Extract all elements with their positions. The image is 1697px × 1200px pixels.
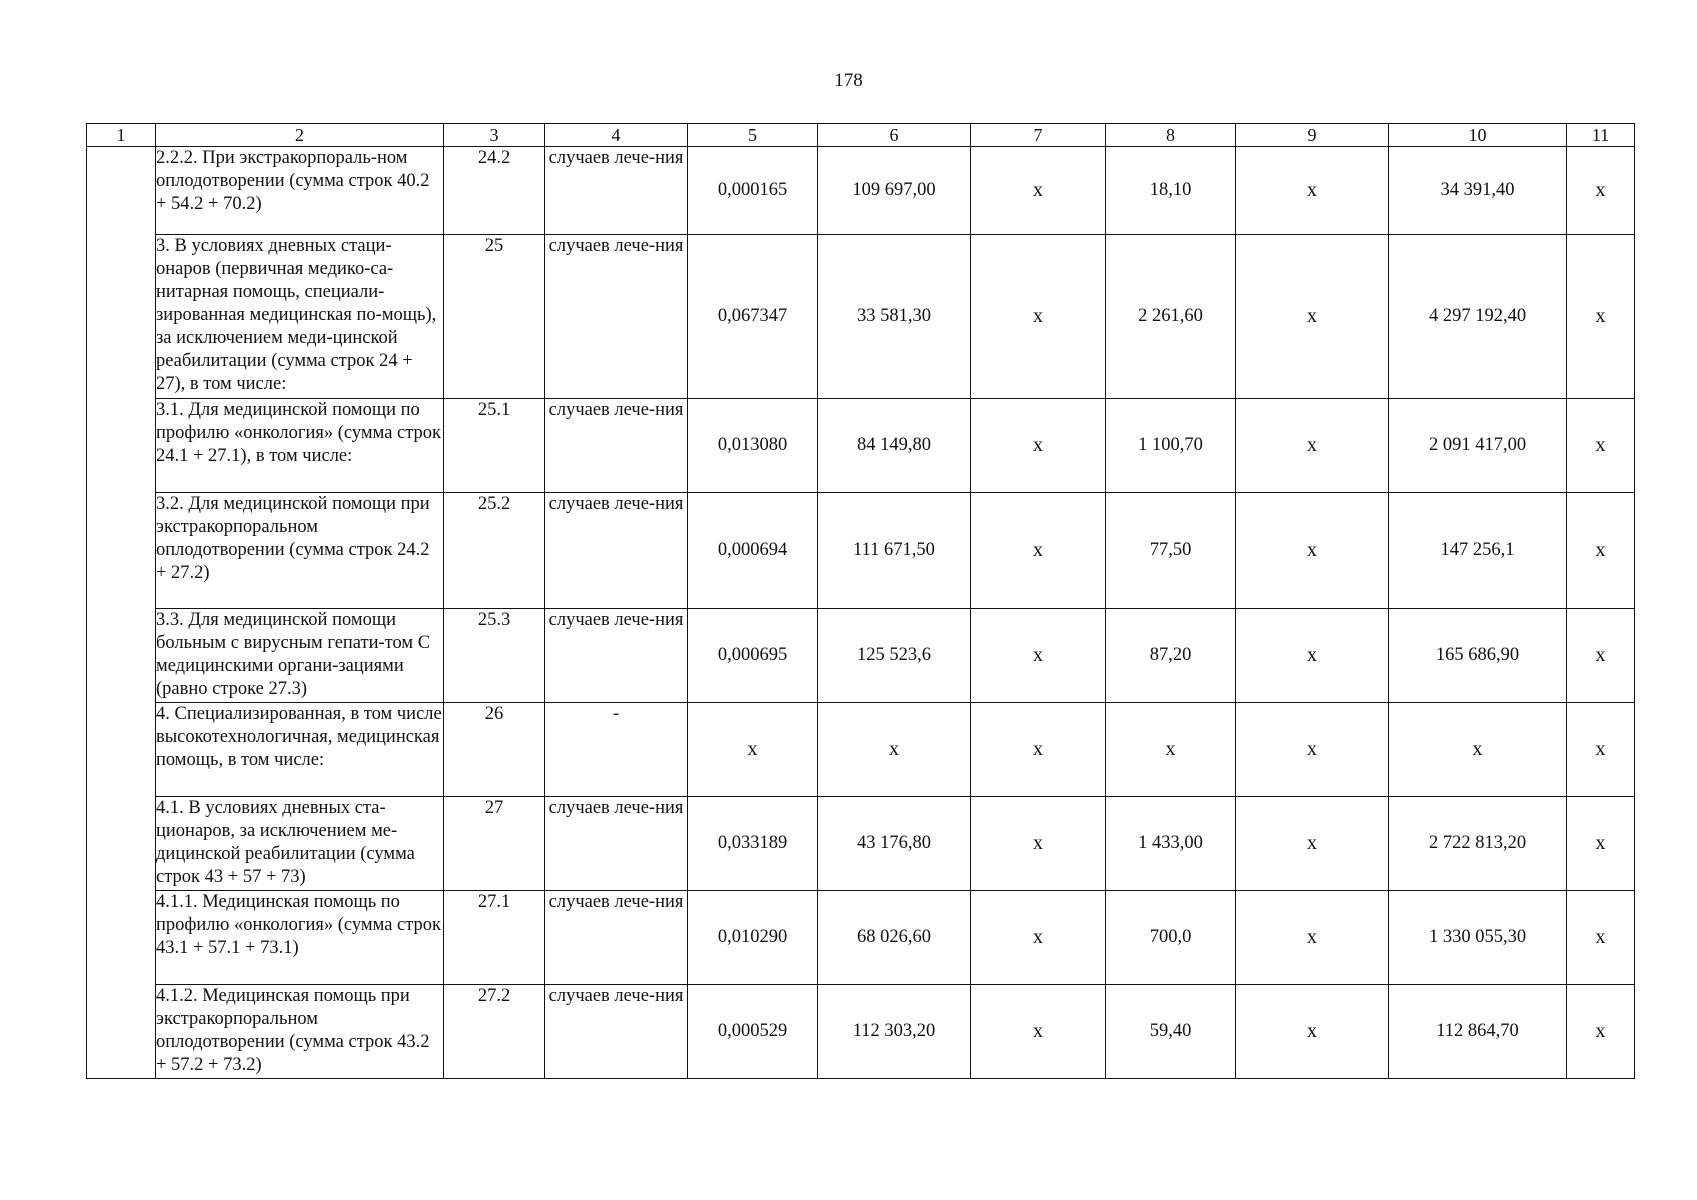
x-mark-cell: x xyxy=(1236,985,1389,1079)
row-code-cell: 27.1 xyxy=(444,891,545,985)
column-header: 10 xyxy=(1389,124,1567,147)
column-header: 4 xyxy=(545,124,688,147)
value-cell-6: 33 581,30 xyxy=(818,235,971,399)
column-header: 6 xyxy=(818,124,971,147)
unit-cell: случаев лече-ния xyxy=(545,797,688,891)
value-cell-10: 112 864,70 xyxy=(1389,985,1567,1079)
unit-cell: случаев лече-ния xyxy=(545,399,688,493)
x-mark-cell: x xyxy=(1567,797,1635,891)
value-cell-5: 0,000529 xyxy=(688,985,818,1079)
x-mark-cell: x xyxy=(1567,147,1635,235)
row-code-cell: 25.3 xyxy=(444,609,545,703)
column-header: 9 xyxy=(1236,124,1389,147)
unit-cell: случаев лече-ния xyxy=(545,147,688,235)
value-cell-10: 1 330 055,30 xyxy=(1389,891,1567,985)
x-mark-cell: x xyxy=(971,609,1106,703)
x-mark-cell: x xyxy=(1106,703,1236,797)
x-mark-cell: x xyxy=(1236,235,1389,399)
row-name-cell: 3. В условиях дневных стаци-онаров (первичная медико-са-нитарная помощь, специали-зированная медицинская по-мощь), за исключением меди-цинской реабилитации (сумма строк 24 + 27), в том числе: xyxy=(156,235,444,399)
unit-cell: случаев лече-ния xyxy=(545,891,688,985)
value-cell-6: 84 149,80 xyxy=(818,399,971,493)
column-header: 8 xyxy=(1106,124,1236,147)
column-header: 3 xyxy=(444,124,545,147)
value-cell-8: 1 433,00 xyxy=(1106,797,1236,891)
value-cell-8: 77,50 xyxy=(1106,493,1236,609)
x-mark-cell: x xyxy=(1236,493,1389,609)
value-cell-8: 700,0 xyxy=(1106,891,1236,985)
table-row xyxy=(87,609,1635,703)
value-cell-6: 43 176,80 xyxy=(818,797,971,891)
x-mark-cell: x xyxy=(1236,891,1389,985)
x-mark-cell: x xyxy=(1236,147,1389,235)
x-mark-cell: x xyxy=(971,797,1106,891)
x-mark-cell: x xyxy=(1567,235,1635,399)
row-name-cell: 4. Специализированная, в том числе высокотехнологичная, медицинская помощь, в том числе: xyxy=(156,703,444,797)
value-cell-6: 112 303,20 xyxy=(818,985,971,1079)
value-cell-10: 2 091 417,00 xyxy=(1389,399,1567,493)
value-cell-10: 34 391,40 xyxy=(1389,147,1567,235)
row-code-cell: 27 xyxy=(444,797,545,891)
table-row xyxy=(87,147,1635,235)
value-cell-5: 0,033189 xyxy=(688,797,818,891)
x-mark-cell: x xyxy=(971,703,1106,797)
unit-cell: - xyxy=(545,703,688,797)
value-cell-10: 147 256,1 xyxy=(1389,493,1567,609)
row-name-cell: 2.2.2. При экстракорпораль-ном оплодотворении (сумма строк 40.2 + 54.2 + 70.2) xyxy=(156,147,444,235)
value-cell-8: 1 100,70 xyxy=(1106,399,1236,493)
x-mark-cell: x xyxy=(1236,609,1389,703)
value-cell-10: 4 297 192,40 xyxy=(1389,235,1567,399)
column-header: 2 xyxy=(156,124,444,147)
table-row xyxy=(87,703,1635,797)
row-name-cell: 4.1. В условиях дневных ста-ционаров, за исключением ме-дицинской реабилитации (сумма строк 43 + 57 + 73) xyxy=(156,797,444,891)
x-mark-cell: x xyxy=(818,703,971,797)
x-mark-cell: x xyxy=(1236,703,1389,797)
row-code-cell: 27.2 xyxy=(444,985,545,1079)
value-cell-8: 87,20 xyxy=(1106,609,1236,703)
unit-cell: случаев лече-ния xyxy=(545,609,688,703)
value-cell-6: 111 671,50 xyxy=(818,493,971,609)
row-code-cell: 25.1 xyxy=(444,399,545,493)
column-header: 7 xyxy=(971,124,1106,147)
value-cell-6: 125 523,6 xyxy=(818,609,971,703)
value-cell-5: 0,067347 xyxy=(688,235,818,399)
value-cell-5: 0,010290 xyxy=(688,891,818,985)
value-cell-8: 18,10 xyxy=(1106,147,1236,235)
x-mark-cell: x xyxy=(971,493,1106,609)
table-row xyxy=(87,985,1635,1079)
row-code-cell: 25 xyxy=(444,235,545,399)
x-mark-cell: x xyxy=(971,147,1106,235)
row-name-cell: 4.1.1. Медицинская помощь по профилю «онкология» (сумма строк 43.1 + 57.1 + 73.1) xyxy=(156,891,444,985)
x-mark-cell: x xyxy=(1389,703,1567,797)
x-mark-cell: x xyxy=(1567,891,1635,985)
row-code-cell: 25.2 xyxy=(444,493,545,609)
value-cell-6: 68 026,60 xyxy=(818,891,971,985)
x-mark-cell: x xyxy=(971,985,1106,1079)
value-cell-6: 109 697,00 xyxy=(818,147,971,235)
row-name-cell: 3.1. Для медицинской помощи по профилю «онкология» (сумма строк 24.1 + 27.1), в том числе: xyxy=(156,399,444,493)
column-header: 5 xyxy=(688,124,818,147)
table-row xyxy=(87,891,1635,985)
row-code-cell: 24.2 xyxy=(444,147,545,235)
value-cell-5: 0,000694 xyxy=(688,493,818,609)
x-mark-cell: x xyxy=(688,703,818,797)
x-mark-cell: x xyxy=(1567,609,1635,703)
row-name-cell: 4.1.2. Медицинская помощь при экстракорпоральном оплодотворении (сумма строк 43.2 + 57.2 + 73.2) xyxy=(156,985,444,1079)
x-mark-cell: x xyxy=(1236,797,1389,891)
row-name-cell: 3.2. Для медицинской помощи при экстракорпоральном оплодотворении (сумма строк 24.2 + 27.2) xyxy=(156,493,444,609)
x-mark-cell: x xyxy=(1567,985,1635,1079)
merged-cell-column-1 xyxy=(87,147,156,1079)
x-mark-cell: x xyxy=(971,235,1106,399)
unit-cell: случаев лече-ния xyxy=(545,235,688,399)
x-mark-cell: x xyxy=(971,399,1106,493)
table-row xyxy=(87,235,1635,399)
x-mark-cell: x xyxy=(1567,703,1635,797)
value-cell-5: 0,013080 xyxy=(688,399,818,493)
table-row xyxy=(87,493,1635,609)
column-header: 1 xyxy=(87,124,156,147)
value-cell-10: 2 722 813,20 xyxy=(1389,797,1567,891)
value-cell-5: 0,000695 xyxy=(688,609,818,703)
table-row xyxy=(87,399,1635,493)
x-mark-cell: x xyxy=(1236,399,1389,493)
column-header: 11 xyxy=(1567,124,1635,147)
value-cell-10: 165 686,90 xyxy=(1389,609,1567,703)
table-row xyxy=(87,797,1635,891)
data-table xyxy=(86,123,1635,1079)
column-header-row xyxy=(87,124,1635,147)
row-name-cell: 3.3. Для медицинской помощи больным с вирусным гепати-том С медицинскими органи-зациями (равно строке 27.3) xyxy=(156,609,444,703)
unit-cell: случаев лече-ния xyxy=(545,493,688,609)
value-cell-8: 59,40 xyxy=(1106,985,1236,1079)
x-mark-cell: x xyxy=(1567,493,1635,609)
value-cell-8: 2 261,60 xyxy=(1106,235,1236,399)
page-number: 178 xyxy=(834,70,863,91)
x-mark-cell: x xyxy=(1567,399,1635,493)
x-mark-cell: x xyxy=(971,891,1106,985)
unit-cell: случаев лече-ния xyxy=(545,985,688,1079)
row-code-cell: 26 xyxy=(444,703,545,797)
value-cell-5: 0,000165 xyxy=(688,147,818,235)
